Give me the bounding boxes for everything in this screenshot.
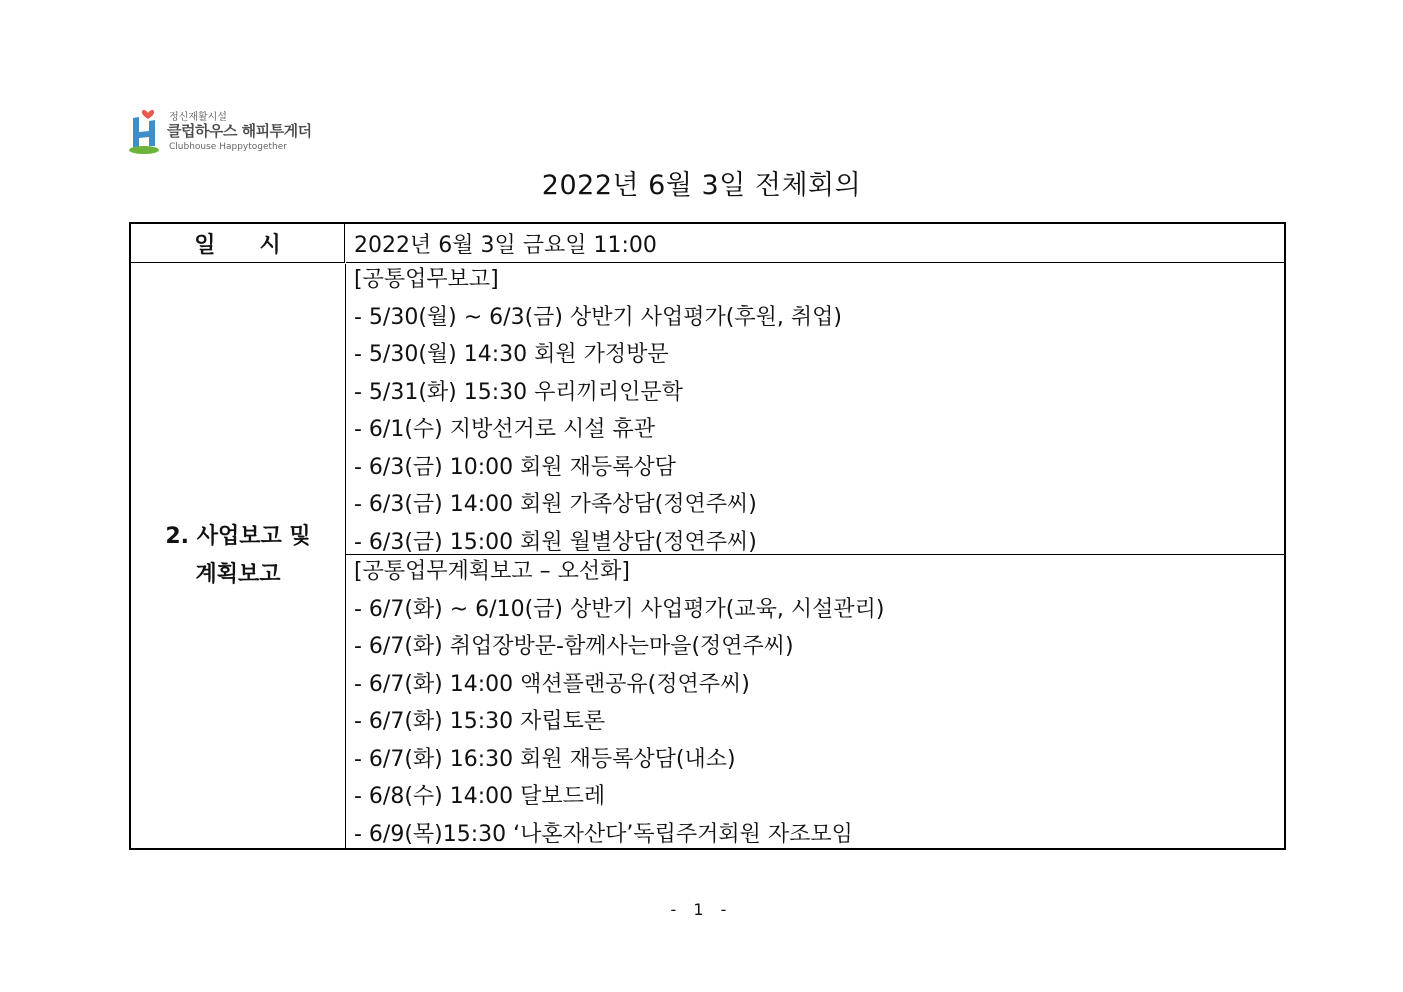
- report-label-line2: 계획보고: [195, 562, 281, 587]
- date-label: 일시: [131, 224, 345, 263]
- list-item: - 5/31(화) 15:30 우리끼리인문학: [354, 379, 683, 405]
- list-item: - 6/7(화) ~ 6/10(금) 상반기 사업평가(교육, 시설관리): [354, 596, 885, 622]
- report-label-line1: 2. 사업보고 및: [165, 524, 311, 549]
- clubhouse-h-logo-icon: [127, 104, 163, 156]
- list-item: - 6/7(화) 14:00 액션플랜공유(정연주씨): [354, 671, 750, 697]
- list-item: - 6/9(목)15:30 ‘나혼자산다’독립주거회원 자조모임: [354, 821, 853, 847]
- list-item: - 6/7(화) 16:30 회원 재등록상담(내소): [354, 746, 736, 772]
- report-section: [346, 264, 1284, 555]
- list-item: - 5/30(월) ~ 6/3(금) 상반기 사업평가(후원, 취업): [354, 304, 842, 330]
- plan-section: [346, 556, 1284, 848]
- list-item: - 6/7(화) 15:30 자립토론: [354, 709, 606, 734]
- report-section-heading: [공통업무보고]: [354, 267, 499, 292]
- clubhouse-logo: [127, 104, 327, 156]
- page-number: - 1 -: [670, 900, 733, 919]
- date-value: 2022년 6월 3일 금요일 11:00: [346, 224, 1284, 263]
- list-item: - 6/3(금) 14:00 회원 가족상담(정연주씨): [354, 492, 757, 517]
- plan-section-heading: [공통업무계획보고 – 오선화]: [354, 559, 630, 584]
- list-item: - 6/8(수) 14:00 달보드레: [354, 784, 606, 809]
- logo-subtitle: 정신재활시설: [169, 112, 227, 123]
- logo-name: 클럽하우스 해피투게더: [167, 122, 312, 140]
- document-title: 2022년 6월 3일 전체회의: [541, 170, 862, 201]
- list-item: - 6/1(수) 지방선거로 시설 휴관: [354, 417, 656, 442]
- list-item: - 6/3(금) 10:00 회원 재등록상담: [354, 454, 676, 480]
- list-item: - 6/3(금) 15:00 회원 월별상담(정연주씨): [354, 529, 757, 555]
- report-label: [131, 264, 346, 848]
- list-item: - 6/7(화) 취업장방문-함께사는마을(정연주씨): [354, 634, 794, 659]
- logo-english-name: Clubhouse Happytogether: [169, 142, 287, 152]
- list-item: - 5/30(월) 14:30 회원 가정방문: [354, 342, 669, 367]
- meeting-table: [129, 222, 1286, 850]
